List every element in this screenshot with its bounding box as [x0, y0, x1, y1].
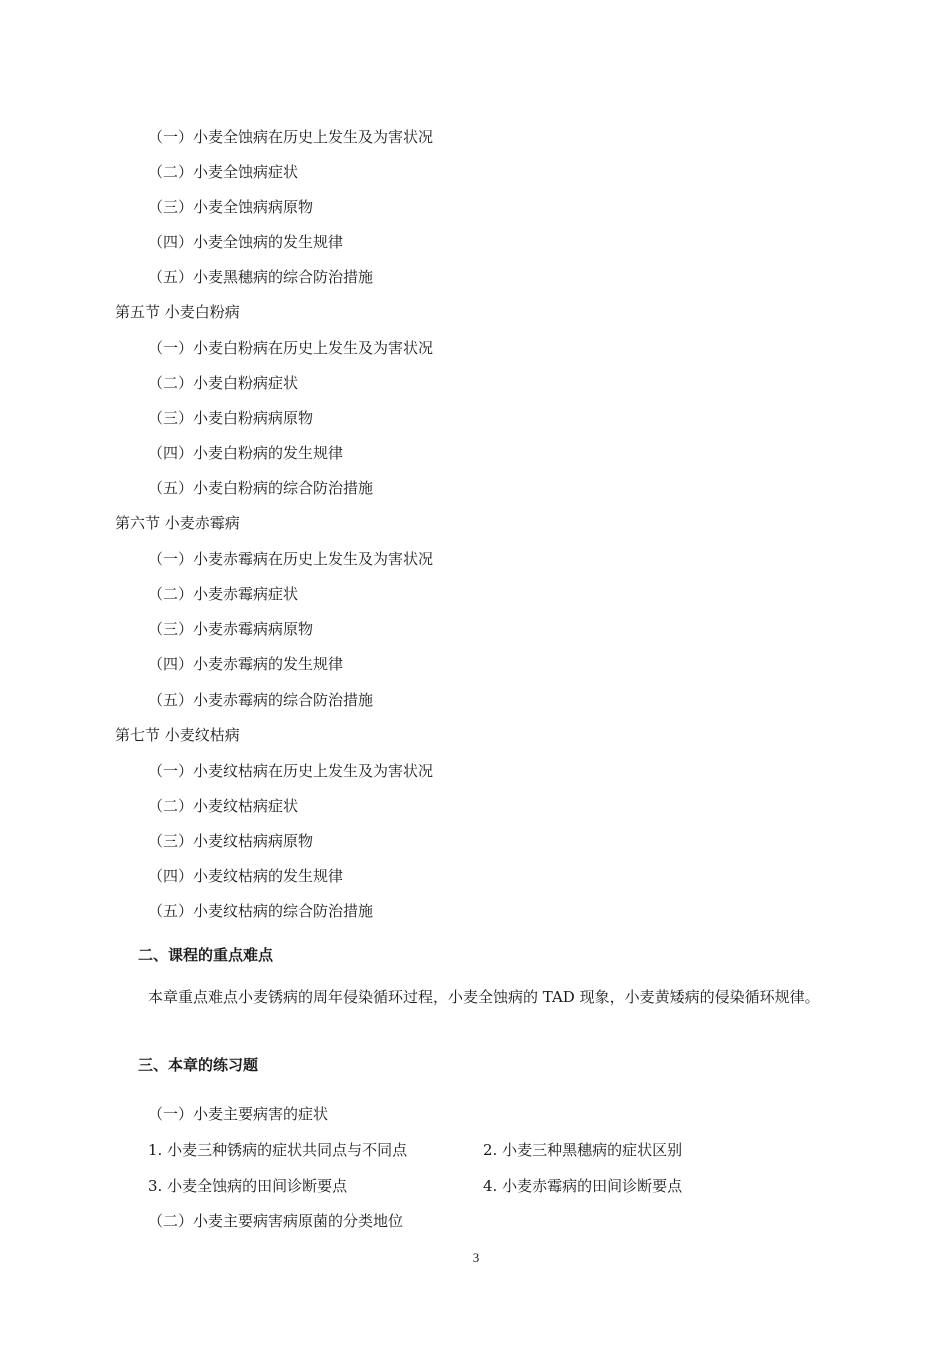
outline-item: （五）小麦黑穗病的综合防治措施: [148, 268, 374, 286]
outline-item: （四）小麦纹枯病的发生规律: [148, 867, 344, 885]
key-points-heading: 二、课程的重点难点: [138, 946, 274, 964]
outline-item: （一）小麦赤霉病在历史上发生及为害状况: [148, 550, 434, 568]
exercise-group-title: （一）小麦主要病害的症状: [148, 1105, 329, 1123]
section-title: 第五节 小麦白粉病: [115, 303, 240, 321]
outline-item: （一）小麦白粉病在历史上发生及为害状况: [148, 339, 434, 357]
exercise-question: 4. 小麦赤霉病的田间诊断要点: [483, 1177, 683, 1195]
exercise-question: 1. 小麦三种锈病的症状共同点与不同点: [148, 1141, 408, 1159]
section-title: 第六节 小麦赤霉病: [115, 514, 240, 532]
outline-item: （三）小麦赤霉病病原物: [148, 620, 314, 638]
outline-item: （四）小麦白粉病的发生规律: [148, 444, 344, 462]
outline-item: （五）小麦白粉病的综合防治措施: [148, 479, 374, 497]
page-number: 3: [472, 1250, 480, 1265]
outline-item: （三）小麦全蚀病病原物: [148, 198, 314, 216]
section-title: 第七节 小麦纹枯病: [115, 726, 240, 744]
exercise-question: 3. 小麦全蚀病的田间诊断要点: [148, 1177, 348, 1195]
exercise-question: 2. 小麦三种黑穗病的症状区别: [483, 1141, 683, 1159]
outline-item: （三）小麦纹枯病病原物: [148, 832, 314, 850]
outline-item: （二）小麦纹枯病症状: [148, 797, 299, 815]
outline-item: （五）小麦赤霉病的综合防治措施: [148, 691, 374, 709]
outline-item: （一）小麦纹枯病在历史上发生及为害状况: [148, 762, 434, 780]
outline-item: （二）小麦赤霉病症状: [148, 585, 299, 603]
key-points-paragraph: 本章重点难点小麦锈病的周年侵染循环过程，小麦全蚀病的 TAD 现象，小麦黄矮病的侵染循环规律。: [148, 988, 820, 1006]
outline-item: （二）小麦全蚀病症状: [148, 163, 299, 181]
outline-item: （二）小麦白粉病症状: [148, 374, 299, 392]
outline-item: （四）小麦赤霉病的发生规律: [148, 655, 344, 673]
exercise-group-title: （二）小麦主要病害病原菌的分类地位: [148, 1212, 404, 1230]
outline-item: （一）小麦全蚀病在历史上发生及为害状况: [148, 128, 434, 146]
outline-item: （四）小麦全蚀病的发生规律: [148, 233, 344, 251]
exercises-heading: 三、本章的练习题: [138, 1056, 259, 1074]
outline-item: （三）小麦白粉病病原物: [148, 409, 314, 427]
outline-item: （五）小麦纹枯病的综合防治措施: [148, 902, 374, 920]
